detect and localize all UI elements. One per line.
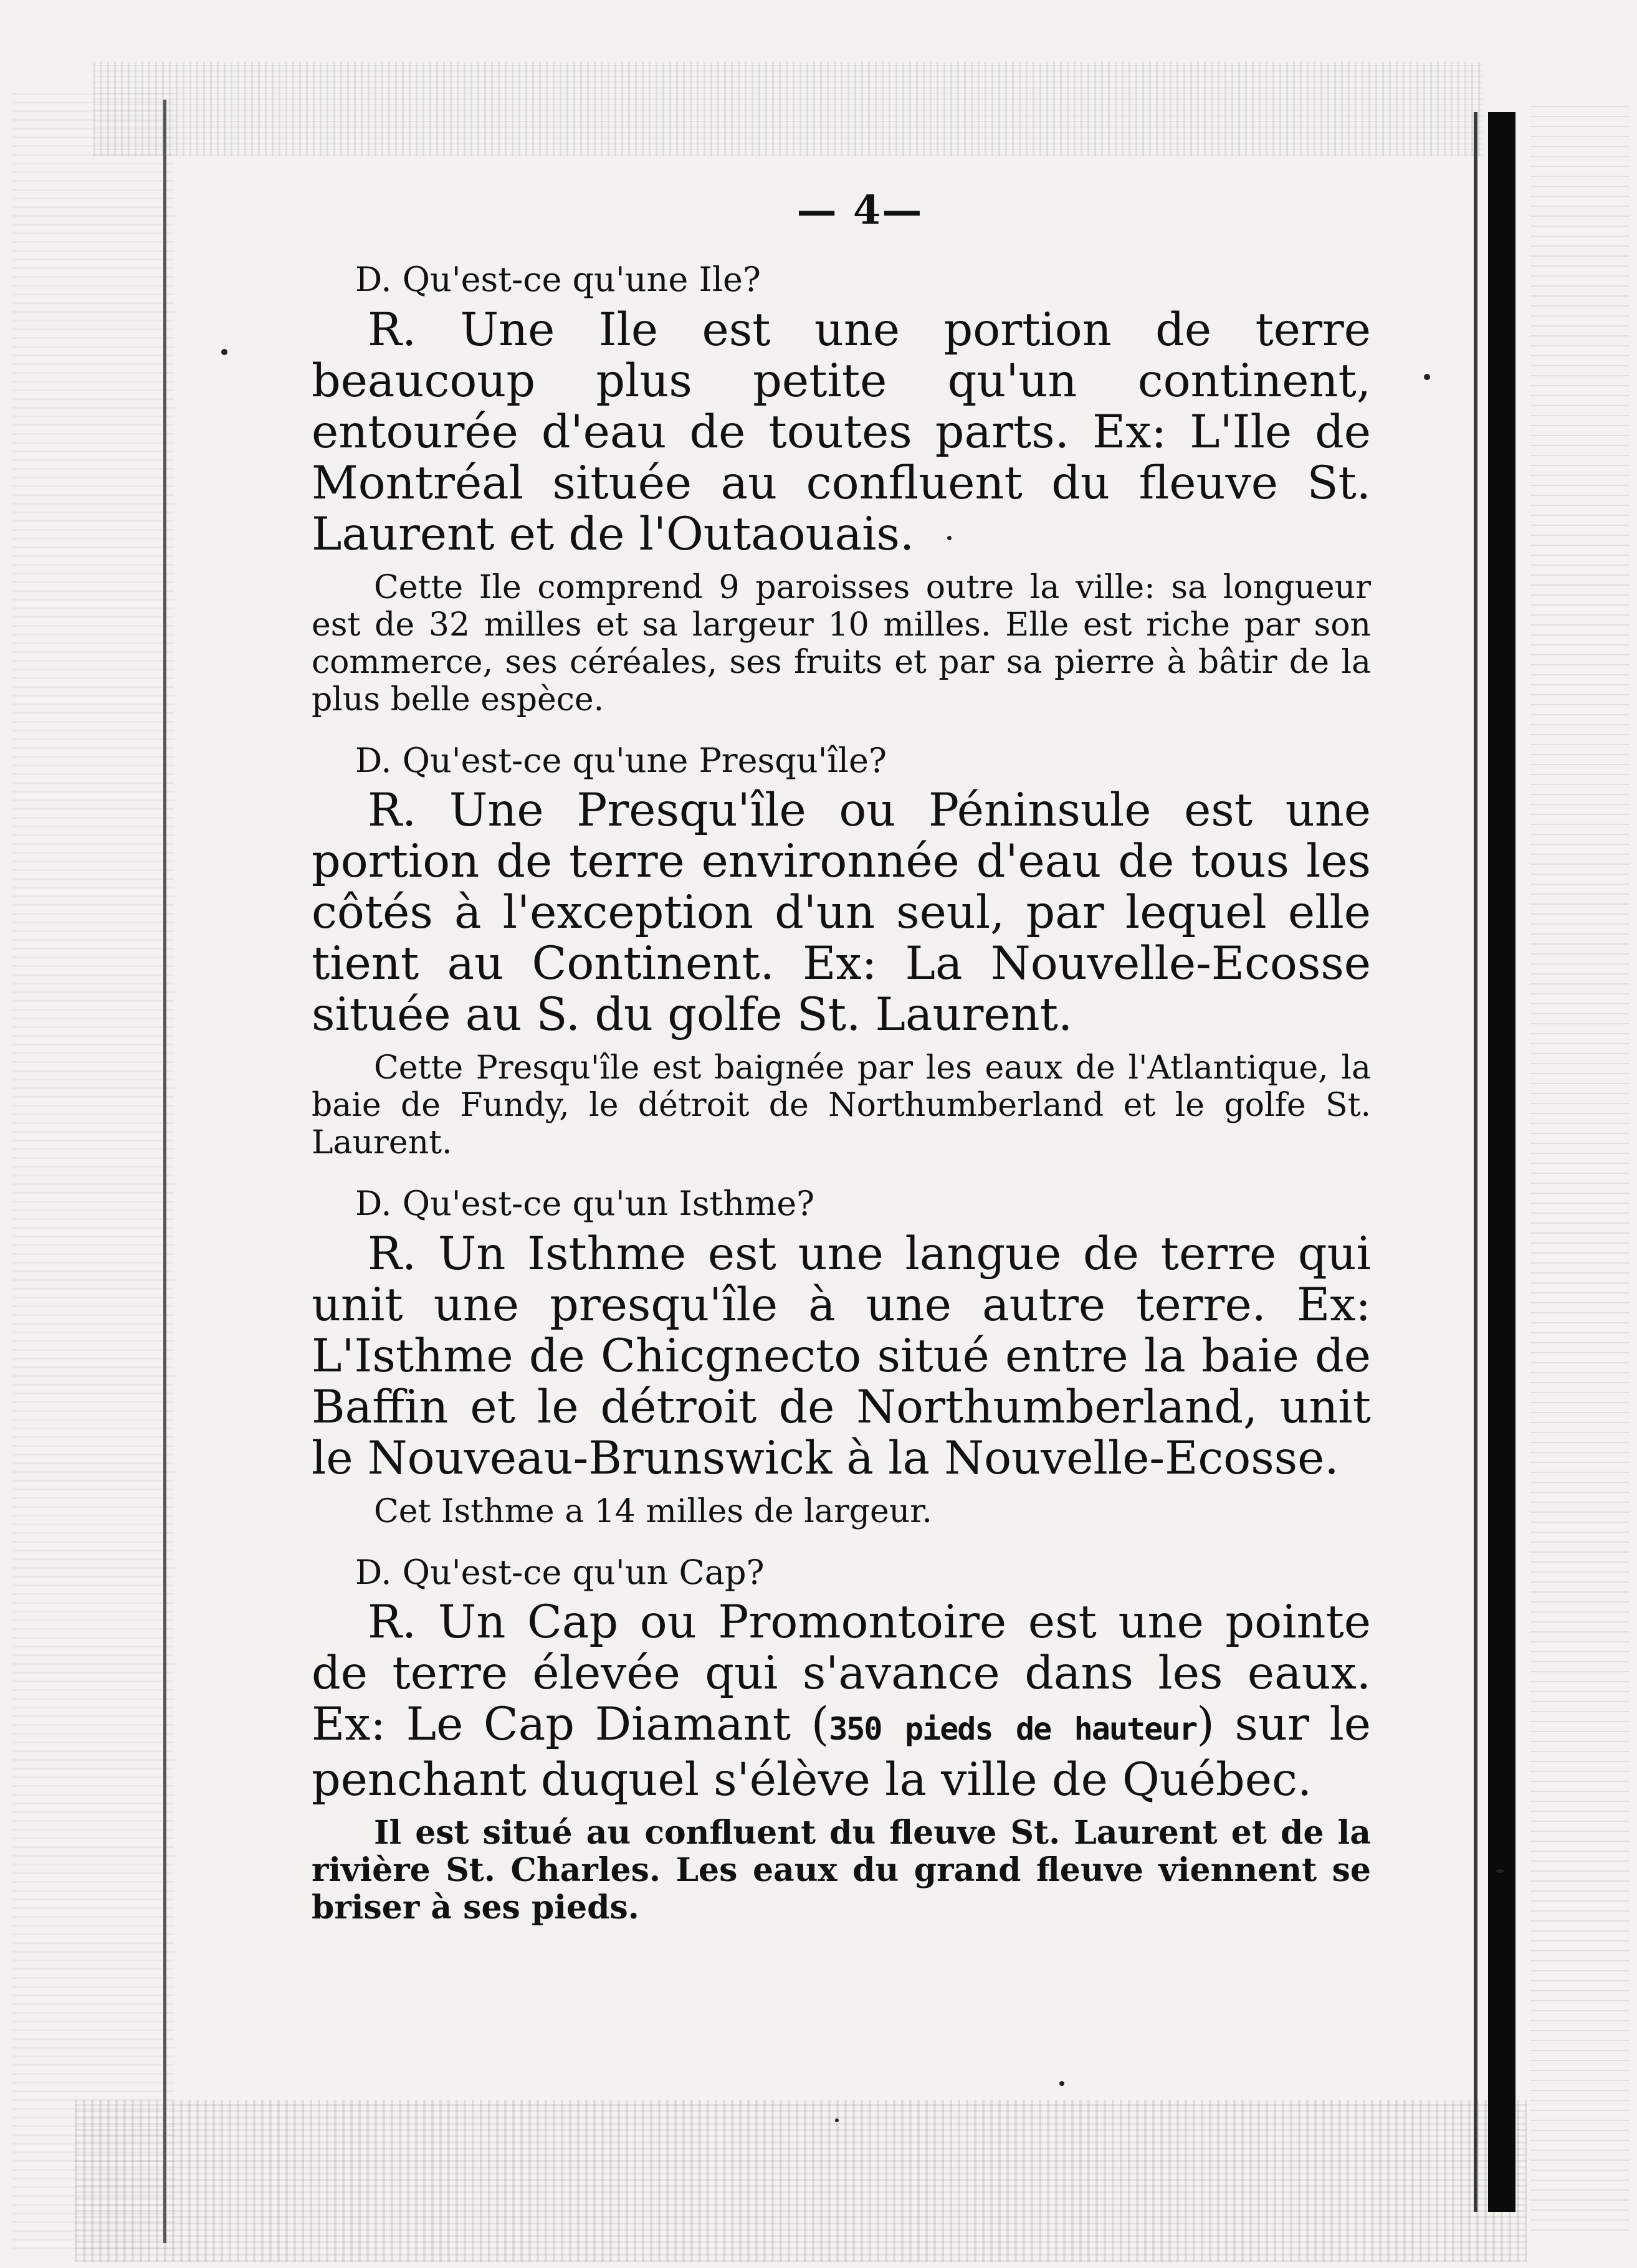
answer-cap-height: 350 pieds de hauteur	[829, 1711, 1197, 1747]
answer-cap-text-end: ) sur le penchant duquel s'élève la ville de Québec.	[312, 1698, 1371, 1806]
note-isthme: Cet Isthme a 14 milles de largeur.	[374, 1492, 932, 1530]
question-ile: D. Qu'est-ce qu'une Ile?	[355, 260, 761, 299]
text-column	[312, 187, 1371, 1927]
answer-cap-text-start: R. Un Cap ou Promontoire est une pointe de terre élevée qui s'avance dans les eaux. Ex: Le Cap Diamant (	[312, 1596, 1371, 1751]
question-isthme: D. Qu'est-ce qu'un Isthme?	[355, 1184, 815, 1223]
answer-isthme: R. Un Isthme est une langue de terre qui unit une presqu'île à une autre terre. Ex: L'Isthme de Chicgnecto situé entre la baie de Baffin et le détroit de Northumberland, unit le Nouveau-Brunswick à la Nouvelle-Ecosse.	[312, 1227, 1371, 1485]
page-number: — 4—	[796, 187, 923, 234]
note-ile: Cette Ile comprend 9 paroisses outre la ville: sa longueur est de 32 milles et sa largeur 10 milles. Elle est riche par son commerce, ses céréales, ses fruits et par sa pierre à bâtir de la plus belle espèce.	[312, 568, 1371, 718]
ink-speck	[1059, 2081, 1064, 2086]
scan-edge-right	[1530, 100, 1630, 2231]
note-presquile: Cette Presqu'île est baignée par les eaux de l'Atlantique, la baie de Fundy, le détroit de Northumberland et le golfe St. Laurent.	[312, 1049, 1371, 1161]
note-cap: Il est situé au confluent du fleuve St. Laurent et de la rivière St. Charles. Les eaux du grand fleuve viennent se briser à ses pieds.	[312, 1814, 1371, 1927]
page-border-left	[163, 100, 166, 2243]
ink-speck	[835, 2118, 839, 2122]
ink-speck	[1424, 374, 1430, 380]
scan-edge-top	[93, 62, 1483, 156]
ink-speck	[221, 349, 227, 355]
answer-presquile: R. Une Presqu'île ou Péninsule est une portion de terre environnée d'eau de tous les côtés à l'exception d'un seul, par lequel elle tient au Continent. Ex: La Nouvelle-Ecosse située au S. du golfe St. Laurent.	[312, 784, 1371, 1041]
ink-speck	[1496, 1869, 1504, 1873]
answer-cap	[312, 1597, 1371, 1806]
scan-edge-left	[12, 87, 174, 2249]
page-spine-shadow	[1488, 112, 1515, 2212]
question-cap: D. Qu'est-ce qu'un Cap?	[355, 1552, 765, 1592]
answer-ile: R. Une Ile est une portion de terre beaucoup plus petite qu'un continent, entourée d'eau de toutes parts. Ex: L'Ile de Montréal située au confluent du fleuve St. Laurent et de l'Outaouais.	[312, 303, 1371, 561]
page-spine-line	[1474, 112, 1477, 2212]
scan-edge-bottom	[75, 2100, 1527, 2262]
question-presquile: D. Qu'est-ce qu'une Presqu'île?	[355, 740, 887, 780]
